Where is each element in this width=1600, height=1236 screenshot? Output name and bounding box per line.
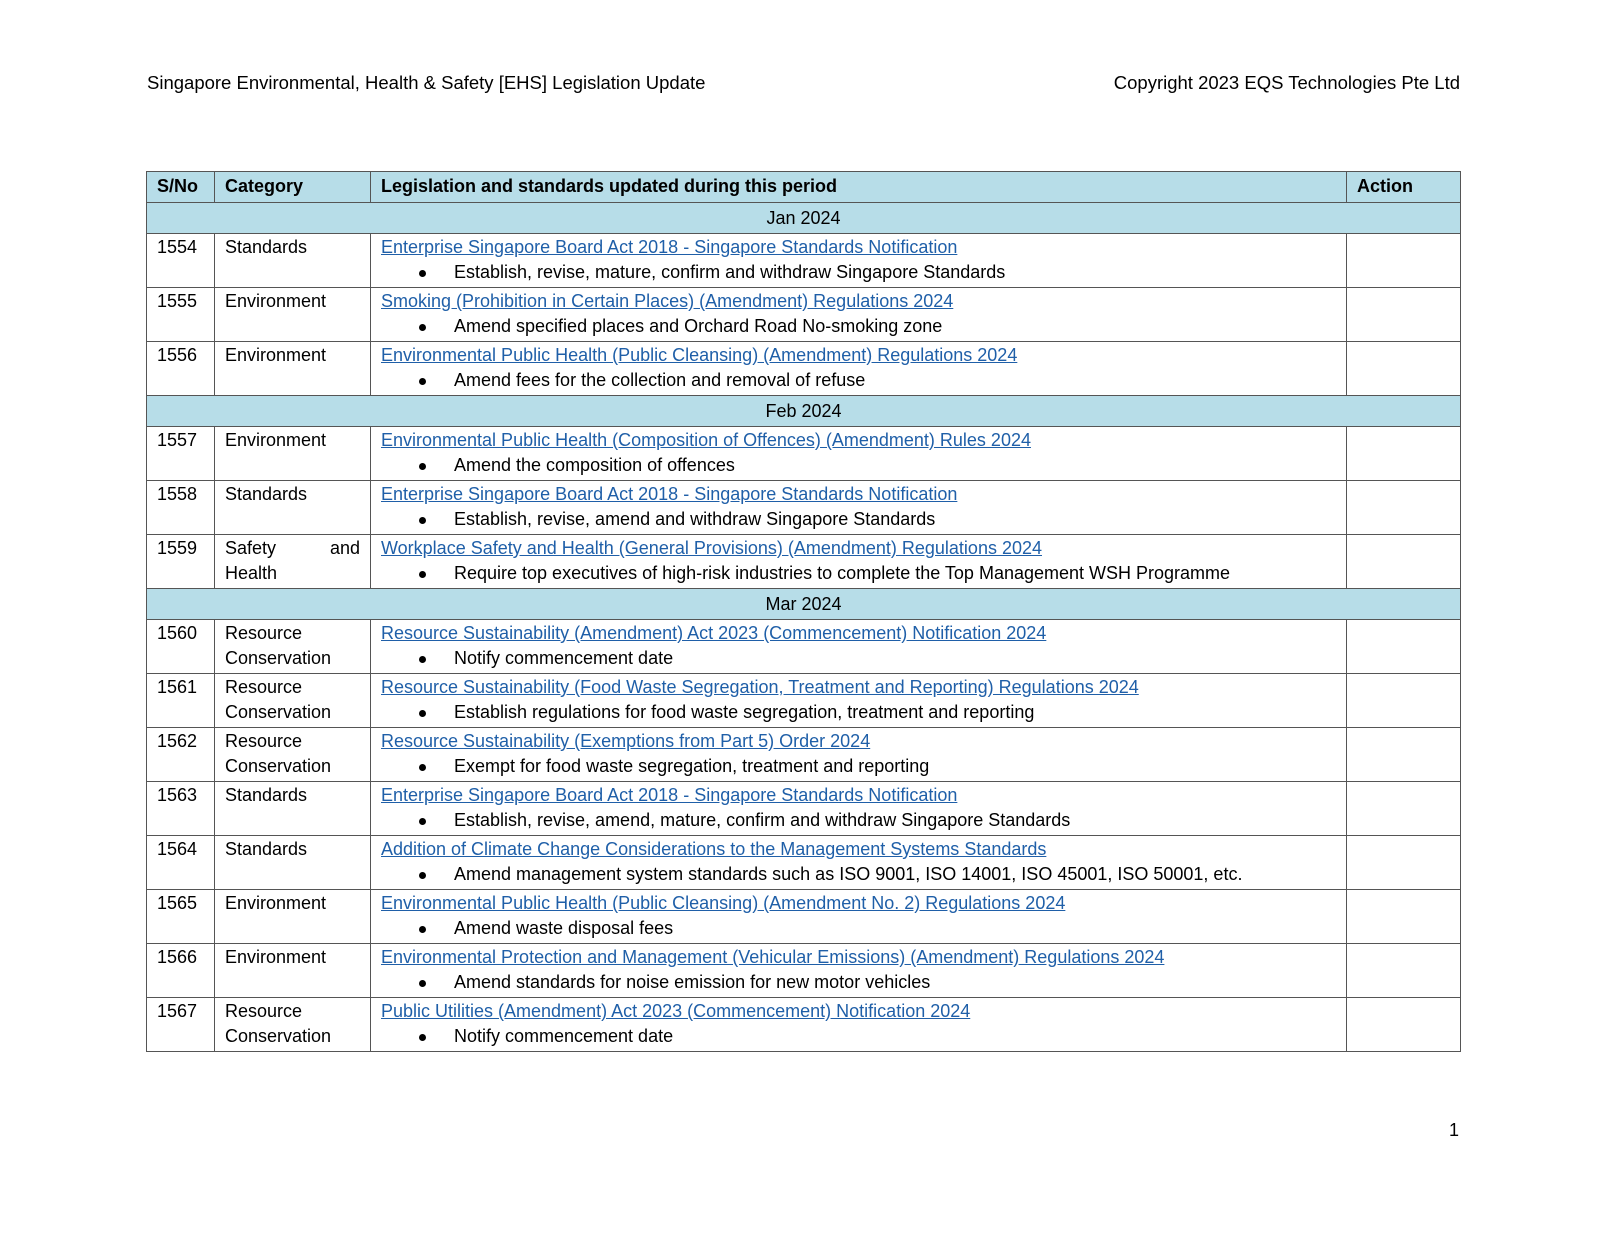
month-label: Jan 2024: [147, 203, 1461, 234]
legislation-note: Notify commencement date: [381, 1024, 1336, 1049]
table-row: [147, 836, 1461, 890]
legislation-link[interactable]: Environmental Public Health (Public Cleansing) (Amendment No. 2) Regulations 2024: [381, 893, 1066, 913]
legislation-note: Amend the composition of offences: [381, 453, 1336, 478]
legislation-cell: [371, 481, 1347, 535]
serial-number: 1558: [147, 481, 215, 535]
table-row: [147, 481, 1461, 535]
serial-number: 1562: [147, 728, 215, 782]
action-cell: [1347, 890, 1461, 944]
category-line: Conservation: [225, 648, 332, 668]
serial-number: 1564: [147, 836, 215, 890]
category-line: Resource: [225, 623, 303, 643]
serial-number: 1566: [147, 944, 215, 998]
serial-number: 1560: [147, 620, 215, 674]
category-cell: [215, 620, 371, 674]
category-cell: [215, 427, 371, 481]
category-line: Standards: [225, 484, 308, 504]
category-cell: [215, 782, 371, 836]
action-cell: [1347, 535, 1461, 589]
category-line: Environment: [225, 345, 327, 365]
action-cell: [1347, 782, 1461, 836]
serial-number: 1559: [147, 535, 215, 589]
table-row: [147, 234, 1461, 288]
table-row: [147, 620, 1461, 674]
legislation-note: Establish, revise, amend and withdraw Singapore Standards: [381, 507, 1336, 532]
category-line: Resource: [225, 1001, 303, 1021]
category-line: Environment: [225, 947, 327, 967]
table-row: [147, 998, 1461, 1052]
legislation-link[interactable]: Workplace Safety and Health (General Provisions) (Amendment) Regulations 2024: [381, 538, 1042, 558]
serial-number: 1555: [147, 288, 215, 342]
category-cell: [215, 728, 371, 782]
category-line: Health: [225, 563, 278, 583]
legislation-link[interactable]: Enterprise Singapore Board Act 2018 - Singapore Standards Notification: [381, 785, 958, 805]
legislation-cell: [371, 890, 1347, 944]
action-cell: [1347, 620, 1461, 674]
table-body: [147, 203, 1461, 1052]
category-cell: [215, 998, 371, 1052]
month-row: [147, 396, 1461, 427]
category-line: Standards: [225, 237, 308, 257]
legislation-cell: [371, 427, 1347, 481]
page-header-title: Singapore Environmental, Health & Safety [EHS] Legislation Update: [147, 72, 706, 93]
month-row: [147, 203, 1461, 234]
action-cell: [1347, 342, 1461, 396]
month-label: Feb 2024: [147, 396, 1461, 427]
legislation-note: Require top executives of high-risk industries to complete the Top Management WSH Programme: [381, 561, 1336, 586]
serial-number: 1565: [147, 890, 215, 944]
page-number: 1: [1448, 1120, 1459, 1140]
action-cell: [1347, 427, 1461, 481]
action-cell: [1347, 836, 1461, 890]
legislation-cell: [371, 728, 1347, 782]
month-label: Mar 2024: [147, 589, 1461, 620]
legislation-link[interactable]: Addition of Climate Change Considerations to the Management Systems Standards: [381, 839, 1047, 859]
category-line: Resource: [225, 731, 303, 751]
legislation-link[interactable]: Public Utilities (Amendment) Act 2023 (Commencement) Notification 2024: [381, 1001, 971, 1021]
legislation-table: [146, 171, 1461, 1052]
category-cell: [215, 836, 371, 890]
category-cell: [215, 674, 371, 728]
legislation-link[interactable]: Resource Sustainability (Exemptions from Part 5) Order 2024: [381, 731, 871, 751]
category-cell: [215, 481, 371, 535]
action-cell: [1347, 998, 1461, 1052]
legislation-note: Notify commencement date: [381, 646, 1336, 671]
action-cell: [1347, 288, 1461, 342]
serial-number: 1554: [147, 234, 215, 288]
action-cell: [1347, 481, 1461, 535]
legislation-link[interactable]: Resource Sustainability (Amendment) Act 2023 (Commencement) Notification 2024: [381, 623, 1047, 643]
action-cell: [1347, 944, 1461, 998]
legislation-cell: [371, 342, 1347, 396]
table-row: [147, 890, 1461, 944]
serial-number: 1557: [147, 427, 215, 481]
legislation-note: Establish, revise, mature, confirm and withdraw Singapore Standards: [381, 260, 1336, 285]
legislation-cell: [371, 288, 1347, 342]
category-cell: [215, 890, 371, 944]
category-line: Conservation: [225, 1026, 332, 1046]
action-cell: [1347, 728, 1461, 782]
legislation-cell: [371, 535, 1347, 589]
action-cell: [1347, 674, 1461, 728]
table-row: [147, 674, 1461, 728]
legislation-note: Amend waste disposal fees: [381, 916, 1336, 941]
column-header-sno: S/No: [147, 172, 215, 203]
category-line: Conservation: [225, 756, 332, 776]
category-cell: [215, 944, 371, 998]
category-line: Standards: [225, 839, 308, 859]
legislation-note: Amend specified places and Orchard Road No-smoking zone: [381, 314, 1336, 339]
legislation-cell: [371, 782, 1347, 836]
category-cell: [215, 535, 371, 589]
table-row: [147, 535, 1461, 589]
legislation-cell: [371, 998, 1347, 1052]
legislation-link[interactable]: Enterprise Singapore Board Act 2018 - Singapore Standards Notification: [381, 484, 958, 504]
legislation-note: Amend management system standards such as ISO 9001, ISO 14001, ISO 45001, ISO 50001, etc.: [381, 862, 1336, 887]
legislation-note: Amend standards for noise emission for new motor vehicles: [381, 970, 1336, 995]
legislation-cell: [371, 674, 1347, 728]
legislation-link[interactable]: Environmental Protection and Management (Vehicular Emissions) (Amendment) Regulations 2024: [381, 947, 1165, 967]
category-line: Conservation: [225, 702, 332, 722]
category-line: Safety and: [225, 538, 360, 558]
serial-number: 1567: [147, 998, 215, 1052]
category-line: Environment: [225, 430, 327, 450]
legislation-link[interactable]: Smoking (Prohibition in Certain Places) (Amendment) Regulations 2024: [381, 291, 954, 311]
table-row: [147, 944, 1461, 998]
column-header-action: Action: [1347, 172, 1461, 203]
action-cell: [1347, 234, 1461, 288]
category-line: Resource: [225, 677, 303, 697]
legislation-cell: [371, 944, 1347, 998]
legislation-note: Exempt for food waste segregation, treatment and reporting: [381, 754, 1336, 779]
column-header-category: Category: [215, 172, 371, 203]
serial-number: 1563: [147, 782, 215, 836]
table-header-row: [147, 172, 1461, 203]
legislation-cell: [371, 836, 1347, 890]
legislation-link[interactable]: Environmental Public Health (Composition of Offences) (Amendment) Rules 2024: [381, 430, 1031, 450]
category-line: Environment: [225, 893, 327, 913]
table-row: [147, 288, 1461, 342]
category-cell: [215, 288, 371, 342]
legislation-link[interactable]: Enterprise Singapore Board Act 2018 - Singapore Standards Notification: [381, 237, 958, 257]
serial-number: 1556: [147, 342, 215, 396]
category-line: Environment: [225, 291, 327, 311]
table-row: [147, 782, 1461, 836]
category-line: Standards: [225, 785, 308, 805]
month-row: [147, 589, 1461, 620]
legislation-link[interactable]: Environmental Public Health (Public Cleansing) (Amendment) Regulations 2024: [381, 345, 1018, 365]
legislation-cell: [371, 234, 1347, 288]
column-header-legislation: Legislation and standards updated during this period: [371, 172, 1347, 203]
legislation-link[interactable]: Resource Sustainability (Food Waste Segregation, Treatment and Reporting) Regulations 2024: [381, 677, 1139, 697]
legislation-cell: [371, 620, 1347, 674]
table-row: [147, 728, 1461, 782]
legislation-note: Amend fees for the collection and removal of refuse: [381, 368, 1336, 393]
category-cell: [215, 342, 371, 396]
category-cell: [215, 234, 371, 288]
legislation-note: Establish, revise, amend, mature, confirm and withdraw Singapore Standards: [381, 808, 1336, 833]
page-header-copyright: Copyright 2023 EQS Technologies Pte Ltd: [1113, 72, 1460, 93]
table-row: [147, 427, 1461, 481]
table-row: [147, 342, 1461, 396]
legislation-note: Establish regulations for food waste segregation, treatment and reporting: [381, 700, 1336, 725]
serial-number: 1561: [147, 674, 215, 728]
